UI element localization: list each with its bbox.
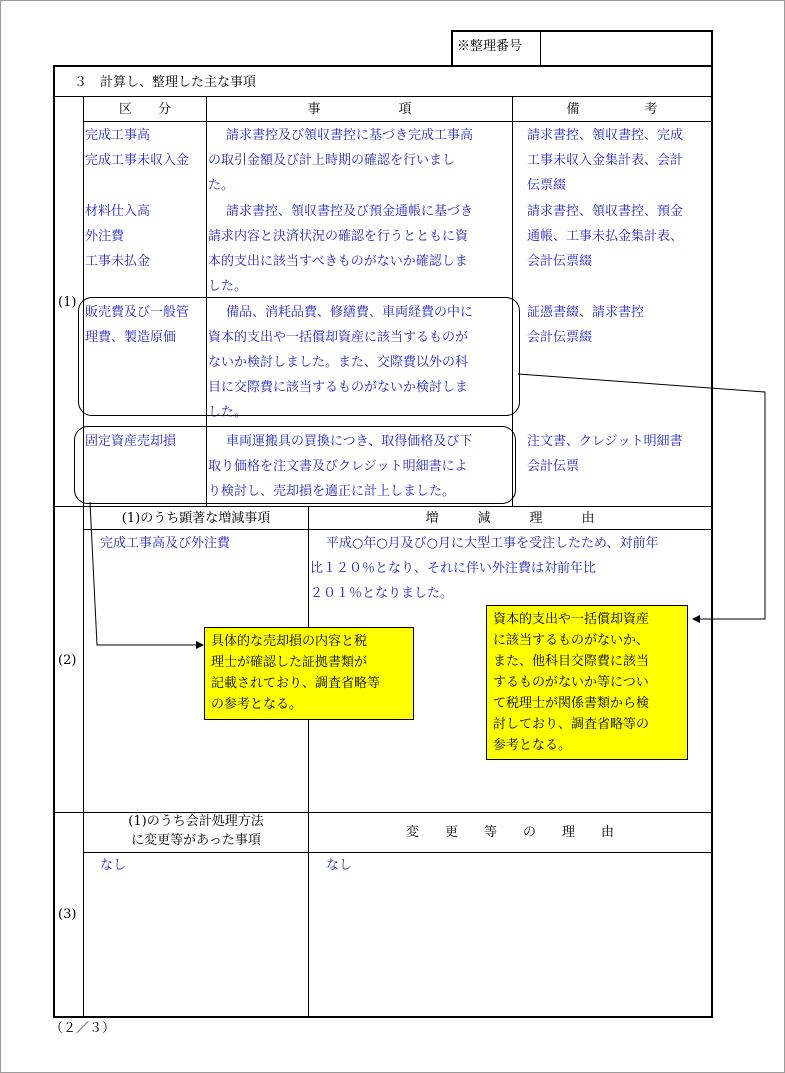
row1-remarks-line1: 請求書控、領収書控、完成 — [527, 128, 684, 143]
section3-label: (3) — [58, 907, 77, 922]
section2-item: 完成工事高及び外注費 — [100, 536, 231, 551]
note1-line4: の参考となる。 — [211, 697, 303, 712]
header-remarks: 備 考 — [566, 102, 658, 117]
row3-category-line1: 販売費及び一般管 — [85, 305, 190, 320]
row2-matter-line2: 請求内容と決済状況の確認を行うとともに資 — [208, 229, 469, 244]
note2-line5: て税理士が関係書類から検 — [493, 696, 650, 711]
note2-line2: に該当するものがないか、 — [493, 633, 650, 648]
note-disposal-loss — [204, 627, 414, 720]
row3-matter-line2: 資本的支出や一括償却資産に該当するものが — [208, 330, 469, 345]
row2-remarks-line1: 請求書控、領収書控、預金 — [527, 204, 684, 219]
section-title: ３ 計算し、整理した主な事項 — [74, 75, 257, 90]
row3-category-line2: 理費、製造原価 — [85, 330, 177, 345]
section3-header-left-line2: に変更等があった事項 — [131, 833, 261, 848]
row3-matter-line3: ないか検討しました。また、交際費以外の科 — [208, 355, 469, 370]
row4-remarks-line2: 会計伝票 — [527, 459, 580, 474]
serial-number-label: ※整理番号 — [457, 39, 523, 54]
row1-matter-line1: 請求書控及び領収書控に基づき完成工事高 — [226, 128, 474, 143]
row3-remarks-line1: 証憑書綴、請求書控 — [527, 305, 645, 320]
section3-left-value: なし — [100, 858, 127, 873]
section2-header-left: (1)のうち顕著な増減事項 — [121, 511, 271, 526]
note2-line7: 参考となる。 — [493, 738, 572, 753]
row4-matter-line3: り検討し、売却損を適正に計上しました。 — [208, 484, 456, 499]
section3-header-right: 変 更 等 の 理 由 — [405, 825, 614, 840]
row2-category-line1: 材料仕入高 — [85, 204, 151, 219]
arrow-to-note1 — [90, 502, 198, 645]
page-number: （２／３） — [50, 1021, 116, 1036]
row4-matter-line1: 車両運搬具の買換につき、取得価格及び下 — [226, 434, 473, 449]
section3-header-left-line1: (1)のうち会計処理方法 — [128, 814, 264, 829]
note2-line6: 討しており、調査省略等の — [493, 717, 650, 732]
row2-category-line2: 外注費 — [85, 229, 125, 244]
row2-matter-line4: した。 — [208, 279, 248, 294]
header-matter: 事 項 — [307, 102, 412, 117]
row3-matter-line1: 備品、消耗品費、修繕費、車両経費の中に — [226, 305, 474, 320]
row2-matter-line1: 請求書控、領収書控及び預金通帳に基づき — [226, 204, 474, 219]
row3-remarks-line2: 会計伝票綴 — [527, 330, 593, 345]
row2-remarks-line3: 会計伝票綴 — [527, 254, 593, 269]
row1-remarks-line2: 工事未収入金集計表、会計 — [527, 153, 684, 168]
arrow-to-note2 — [518, 374, 765, 619]
section1-label: (1) — [58, 295, 77, 310]
arrow-head-note2 — [692, 615, 700, 623]
row2-remarks-line2: 通帳、工事未払金集計表、 — [527, 229, 684, 244]
note2-line1: 資本的支出や一括償却資産 — [493, 612, 650, 627]
row2-matter-line3: 本的支出に該当すべきものがないか確認しま — [208, 254, 468, 269]
section2-reason-line2: 比１２０％となり、それに伴い外注費は対前年比 — [310, 561, 597, 576]
arrow-head-note1 — [196, 641, 204, 649]
header-category: 区 分 — [118, 102, 171, 117]
section3-right-value: なし — [326, 858, 353, 873]
row1-remarks-line3: 伝票綴 — [527, 178, 567, 193]
row3-matter-line4: 目に交際費に該当するものがないか検討しま — [208, 380, 469, 395]
note-capital-expenditure — [486, 605, 688, 760]
section2-header-right: 増 減 理 由 — [425, 511, 595, 526]
row1-category-line2: 完成工事未収入金 — [85, 153, 190, 168]
note1-line3: 記載されており、調査省略等 — [211, 676, 381, 691]
section2-label: (2) — [58, 653, 77, 668]
row2-category-line3: 工事未払金 — [85, 254, 151, 269]
note1-line1: 具体的な売却損の内容と税 — [211, 634, 368, 649]
section2-reason-line1: 平成○年○月及び○月に大型工事を受注したため、対前年 — [326, 536, 659, 551]
note1-line2: 理士が確認した証拠書類が — [211, 655, 368, 670]
note2-line3: また、他科目交際費に該当 — [493, 654, 650, 669]
row4-remarks-line1: 注文書、クレジット明細書 — [527, 434, 683, 449]
row1-matter-line2: の取引金額及び計上時期の確認を行いまし — [208, 153, 456, 168]
note2-line4: するものがないか等につい — [493, 675, 649, 690]
section2-reason-line3: ２０１％となりました。 — [310, 586, 454, 601]
row4-matter-line2: 取り価格を注文書及びクレジット明細書によ — [208, 459, 468, 474]
row4-category-line1: 固定資産売却損 — [85, 434, 177, 449]
row1-matter-line3: た。 — [208, 178, 235, 193]
row1-category-line1: 完成工事高 — [85, 128, 151, 143]
row3-matter-line5: した。 — [208, 405, 248, 420]
